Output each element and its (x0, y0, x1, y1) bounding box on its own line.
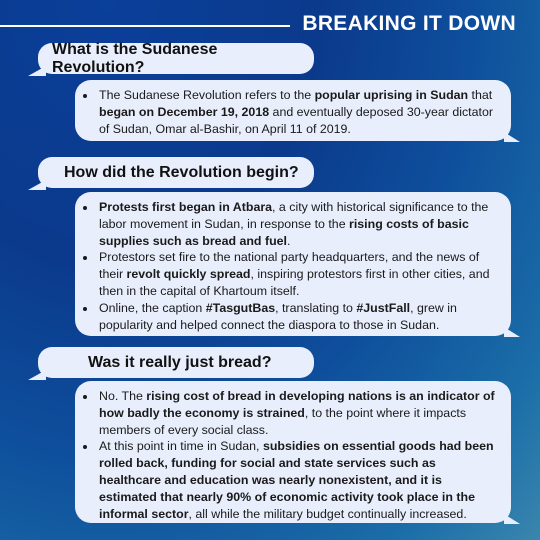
bold-text: #JustFall (356, 300, 411, 315)
bold-text: Protests first began in Atbara (99, 200, 273, 214)
text-run: Online, the caption (99, 300, 206, 315)
answer-bullet (97, 438, 499, 522)
text-run: , a city with historical significance to the labor movement in Sudan, in response to the (99, 200, 489, 231)
answer-bullet (97, 199, 499, 249)
answer-bubble-2 (75, 192, 511, 336)
bold-text: rising cost of bread in developing nations is an indicator of how badly the economy is strained (99, 389, 495, 420)
header-divider-line (0, 25, 290, 27)
bold-text: revolt quickly spread (126, 267, 251, 282)
question-text-3: Was it really just bread? (88, 353, 272, 371)
answer-list-3 (85, 388, 499, 522)
text-run: , all while the military budget continually increased. (188, 506, 467, 521)
answer-list-1 (85, 87, 499, 137)
question-bubble-3 (38, 347, 314, 378)
bold-text: #TasgutBas (205, 300, 276, 315)
bold-text: popular uprising in Sudan (314, 88, 469, 102)
text-run: , to the point where it impacts members of every social class. (99, 405, 467, 437)
text-run: The Sudanese Revolution refers to the (99, 88, 315, 102)
text-run: and eventually deposed 30-year dictator of Sudan, Omar al-Bashir, on April 11 of 2019. (99, 104, 493, 136)
question-text-2: How did the Revolution begin? (64, 163, 299, 181)
text-run: Protestors set fire to the national party headquarters, and the news of their (99, 250, 480, 282)
question-bubble-1 (38, 40, 314, 76)
bold-text: subsidies on essential goods had been rolled back, funding for social and state services such as healthcare and education was nearly nonexistent, and it is estimated that nearly 90% of economic activity took place in the informal sector (99, 439, 494, 521)
question-text-1: What is the Sudanese Revolution? (52, 40, 218, 76)
question-bubble-2 (38, 157, 314, 188)
text-run: . (286, 233, 291, 248)
question-bubble-tail (28, 370, 46, 380)
answer-bubble-tail (504, 327, 520, 337)
bold-text: began on December 19, 2018 (99, 104, 270, 119)
text-run: , translating to (275, 300, 357, 315)
text-run: At this point in time in Sudan, (99, 439, 263, 454)
page-title: BREAKING IT DOWN (302, 12, 516, 35)
answer-bubble-1 (75, 80, 511, 141)
answer-bubble-3 (75, 381, 511, 523)
answer-list-2 (85, 199, 499, 333)
text-run: that (468, 88, 493, 102)
answer-bullet (97, 300, 499, 334)
text-run: , grew in popularity and helped connect the diaspora to those in Sudan. (99, 300, 457, 332)
question-bubble-tail (28, 180, 46, 190)
answer-bullet (97, 388, 499, 438)
answer-bubble-tail (504, 514, 520, 524)
answer-bubble-tail (504, 132, 520, 142)
answer-bullet (97, 87, 499, 137)
answer-bullet (97, 249, 499, 299)
text-run: No. The (99, 389, 147, 403)
text-run: , inspiring protestors first in other cities, and then in the capital of Khartoum itself. (99, 267, 490, 298)
question-bubble-tail (28, 66, 46, 76)
bold-text: rising costs of basic supplies such as bread and fuel (99, 216, 469, 248)
